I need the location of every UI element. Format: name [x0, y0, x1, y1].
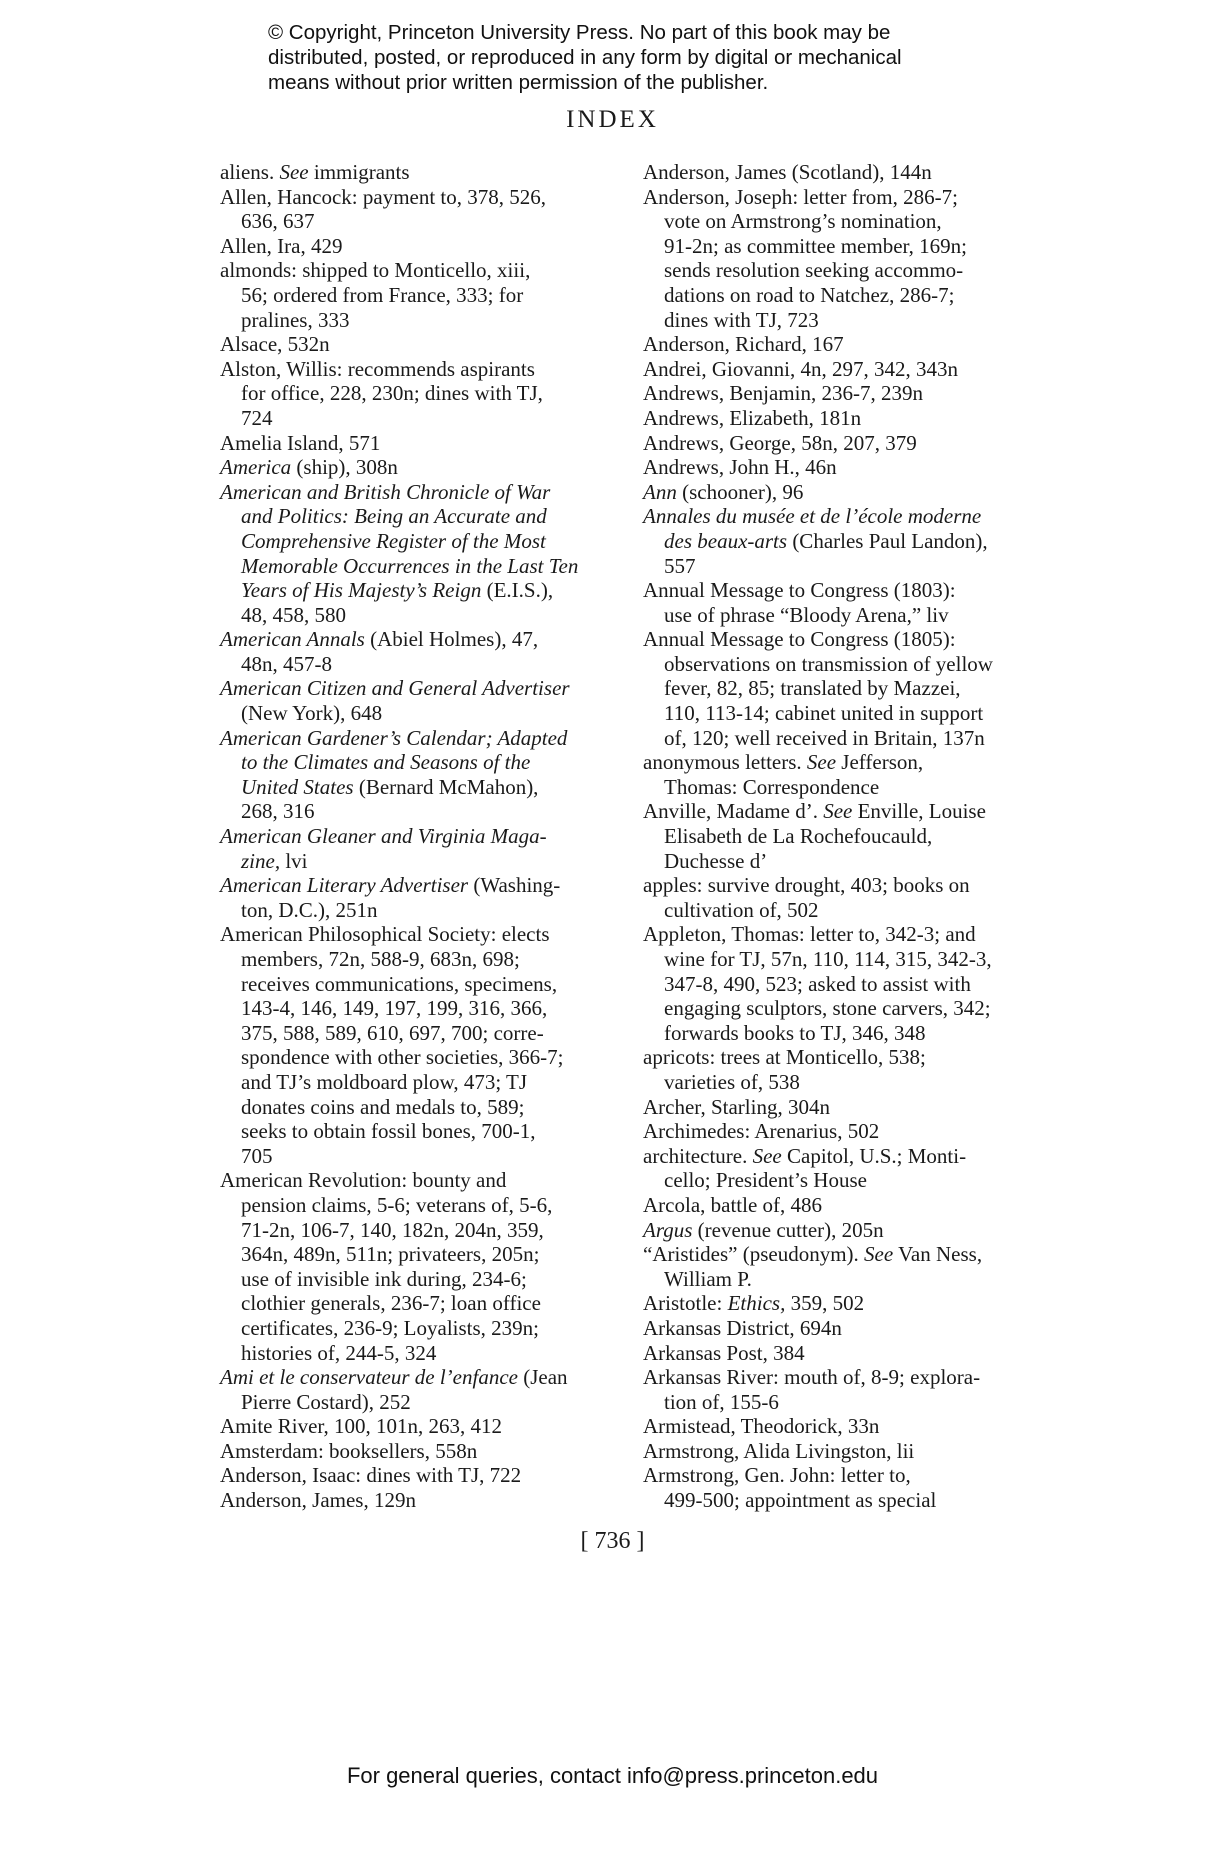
index-entry-line: Andrews, Elizabeth, 181n: [643, 405, 862, 430]
index-entry: [220, 455, 630, 480]
index-entry-line: American Annals (Abiel Holmes), 47,: [220, 627, 539, 652]
index-entry-line: clothier generals, 236-7; loan office: [241, 1291, 541, 1316]
index-entry-line: wine for TJ, 57n, 110, 114, 315, 342-3,: [664, 947, 992, 971]
index-entry: [643, 1095, 1053, 1120]
index-entry: [220, 922, 630, 1168]
index-entry-line: Ann (schooner), 96: [643, 479, 804, 504]
index-entry-line: to the Climates and Seasons of the: [241, 750, 531, 775]
index-entry-line: Anderson, Richard, 167: [643, 332, 844, 357]
index-entry-line: Duchesse d’: [664, 848, 768, 873]
index-entry-line: Armstrong, Gen. John: letter to,: [643, 1463, 911, 1488]
index-entry: [220, 234, 630, 259]
index-entry-line: 557: [664, 553, 696, 578]
index-entry-line: Andrews, Benjamin, 236-7, 239n: [643, 381, 923, 406]
index-entry-line: Annual Message to Congress (1803):: [643, 578, 956, 603]
index-entry-line: Comprehensive Register of the Most: [241, 528, 546, 553]
index-entry-line: Years of His Majesty’s Reign (E.I.S.),: [241, 578, 554, 603]
index-entry: [220, 676, 630, 725]
index-entry-line: donates coins and medals to, 589;: [241, 1094, 525, 1119]
index-entry-line: Amsterdam: booksellers, 558n: [220, 1438, 478, 1463]
index-entry-line: Annual Message to Congress (1805):: [643, 627, 956, 652]
index-entry: [643, 1144, 1053, 1193]
index-entry-line: Annales du musée et de l’école moderne: [643, 504, 982, 529]
index-entry-line: 636, 637: [241, 209, 315, 234]
index-entry-line: 143-4, 146, 149, 197, 199, 316, 366,: [241, 996, 548, 1021]
index-entry-line: Anderson, Isaac: dines with TJ, 722: [220, 1463, 522, 1488]
index-entry-line: of, 120; well received in Britain, 137n: [664, 725, 985, 750]
index-entry-line: 48, 458, 580: [241, 602, 346, 627]
index-entry-line: Andrei, Giovanni, 4n, 297, 342, 343n: [643, 356, 958, 381]
index-entry-line: Pierre Costard), 252: [241, 1389, 411, 1414]
index-entry-line: 375, 588, 589, 610, 697, 700; corre-: [241, 1020, 544, 1045]
index-entry-line: certificates, 236-9; Loyalists, 239n;: [241, 1315, 540, 1340]
index-entry-line: use of invisible ink during, 234-6;: [241, 1266, 527, 1291]
index-entry-line: 499-500; appointment as special: [664, 1488, 937, 1513]
index-entry-line: 724: [241, 405, 273, 430]
index-entry: [220, 160, 630, 185]
index-entry-line: 705: [241, 1143, 273, 1168]
index-entry-line: Arcola, battle of, 486: [643, 1192, 823, 1217]
index-entry-line: 56; ordered from France, 333; for: [241, 282, 524, 307]
index-entry-line: dines with TJ, 723: [664, 307, 819, 332]
index-entry-line: Andrews, John H., 46n: [643, 455, 837, 480]
copyright-notice: [268, 20, 1028, 95]
index-entry-line: American Revolution: bounty and: [220, 1168, 507, 1193]
index-entry-line: America (ship), 308n: [220, 455, 398, 480]
index-entry-line: ton, D.C.), 251n: [241, 897, 378, 922]
index-entry-line: Elisabeth de La Rochefoucauld,: [664, 824, 933, 849]
index-entry-line: for office, 228, 230n; dines with TJ,: [241, 381, 543, 406]
index-entry-line: and TJ’s moldboard plow, 473; TJ: [241, 1069, 528, 1094]
index-entry-line: Aristotle: Ethics, 359, 502: [643, 1291, 865, 1316]
index-entry: [643, 1414, 1053, 1439]
index-entry: [220, 185, 630, 234]
index-entry-line: Anderson, James, 129n: [220, 1488, 416, 1513]
index-entry-line: histories of, 244-5, 324: [241, 1340, 437, 1365]
index-entry-line: Anderson, Joseph: letter from, 286-7;: [643, 184, 958, 209]
index-entry-line: American Philosophical Society: elects: [220, 922, 550, 947]
index-entry-line: architecture. See Capitol, U.S.; Monti-: [643, 1143, 967, 1168]
index-entry-line: Andrews, George, 58n, 207, 379: [643, 430, 917, 455]
index-entry: [220, 1488, 630, 1513]
index-entry: [220, 824, 630, 873]
index-entry: [643, 873, 1053, 922]
index-entry-line: cultivation of, 502: [664, 897, 819, 922]
index-entry-line: observations on transmission of yellow: [664, 651, 993, 676]
index-entry-line: aliens. See immigrants: [220, 160, 410, 184]
index-entry-line: Allen, Hancock: payment to, 378, 526,: [220, 184, 547, 209]
index-entry-line: “Aristides” (pseudonym). See Van Ness,: [643, 1242, 983, 1267]
index-entry-line: Argus (revenue cutter), 205n: [643, 1217, 884, 1242]
index-entry-line: vote on Armstrong’s nomination,: [664, 209, 942, 234]
index-entry-line: Arkansas Post, 384: [643, 1340, 805, 1365]
index-entry-line: 91-2n; as committee member, 169n;: [664, 233, 968, 258]
index-entry: [220, 627, 630, 676]
index-entry: [220, 332, 630, 357]
index-entry-line: American and British Chronicle of War: [220, 479, 551, 504]
index-entry: [220, 1168, 630, 1365]
index-entry-line: 48n, 457-8: [241, 651, 332, 676]
index-entry-line: des beaux-arts (Charles Paul Landon),: [664, 528, 988, 553]
index-column-right: [643, 160, 1053, 1513]
index-entry-line: pension claims, 5-6; veterans of, 5-6,: [241, 1192, 553, 1217]
index-entry: [643, 1242, 1053, 1291]
index-entry: [220, 431, 630, 456]
index-entry: [643, 922, 1053, 1045]
index-entry: [643, 1193, 1053, 1218]
index-entry-line: apples: survive drought, 403; books on: [643, 873, 970, 898]
page-title: INDEX: [566, 106, 659, 133]
index-entry-line: Amite River, 100, 101n, 263, 412: [220, 1414, 503, 1439]
index-entry: [643, 332, 1053, 357]
index-entry-line: American Literary Advertiser (Washing-: [220, 873, 561, 898]
index-entry: [220, 873, 630, 922]
index-entry-line: spondence with other societies, 366-7;: [241, 1045, 564, 1070]
index-entry-line: pralines, 333: [241, 307, 350, 332]
index-entry: [643, 1439, 1053, 1464]
index-entry: [643, 185, 1053, 333]
copyright-line: © Copyright, Princeton University Press. No part of this book may be: [268, 21, 891, 44]
index-entry: [643, 357, 1053, 382]
index-entry: [643, 1341, 1053, 1366]
index-entry: [643, 504, 1053, 578]
page-number: [ 736 ]: [580, 1528, 645, 1554]
index-entry: [220, 357, 630, 431]
index-entry: [643, 1463, 1053, 1512]
index-entry-line: Archer, Starling, 304n: [643, 1094, 830, 1119]
index-entry-line: American Citizen and General Advertiser: [220, 676, 570, 701]
index-entry-line: Ami et le conservateur de l’enfance (Jean: [220, 1365, 568, 1390]
index-entry: [220, 726, 630, 824]
index-entry: [643, 480, 1053, 505]
index-entry: [643, 627, 1053, 750]
index-entry-line: Archimedes: Arenarius, 502: [643, 1119, 880, 1144]
index-entry-line: Anville, Madame d’. See Enville, Louise: [643, 799, 986, 824]
index-entry-line: American Gardener’s Calendar; Adapted: [220, 725, 568, 750]
index-entry: [643, 1291, 1053, 1316]
index-entry: [643, 455, 1053, 480]
index-entry-line: 347-8, 490, 523; asked to assist with: [664, 971, 971, 996]
index-entry: [220, 1414, 630, 1439]
index-entry: [643, 1365, 1053, 1414]
index-entry: [220, 480, 630, 628]
index-entry: [643, 799, 1053, 873]
index-entry: [643, 406, 1053, 431]
index-entry-line: fever, 82, 85; translated by Mazzei,: [664, 676, 961, 701]
index-entry-line: engaging sculptors, stone carvers, 342;: [664, 996, 991, 1021]
index-column-left: [220, 160, 630, 1513]
index-entry: [220, 258, 630, 332]
index-entry-line: members, 72n, 588-9, 683n, 698;: [241, 947, 520, 971]
index-entry-line: Armstrong, Alida Livingston, lii: [643, 1438, 915, 1463]
index-entry: [643, 1218, 1053, 1243]
index-entry-line: (New York), 648: [241, 701, 383, 726]
index-entry-line: varieties of, 538: [664, 1069, 800, 1094]
index-entry-line: Arkansas District, 694n: [643, 1315, 842, 1340]
index-entry-line: apricots: trees at Monticello, 538;: [643, 1045, 926, 1070]
index-entry-line: almonds: shipped to Monticello, xiii,: [220, 258, 531, 283]
index-entry-line: dations on road to Natchez, 286-7;: [664, 282, 955, 307]
index-entry-line: United States (Bernard McMahon),: [241, 774, 539, 799]
index-entry-line: 110, 113-14; cabinet united in support: [664, 701, 984, 726]
index-entry-line: Alsace, 532n: [220, 332, 330, 357]
index-entry-line: receives communications, specimens,: [241, 971, 558, 996]
index-entry-line: 71-2n, 106-7, 140, 182n, 204n, 359,: [241, 1217, 544, 1242]
index-entry-line: Arkansas River: mouth of, 8-9; explora-: [643, 1365, 981, 1390]
index-entry: [643, 750, 1053, 799]
index-entry-line: sends resolution seeking accommo-: [664, 258, 964, 283]
index-entry: [643, 1316, 1053, 1341]
index-entry-line: 268, 316: [241, 799, 315, 824]
index-entry-line: seeks to obtain fossil bones, 700-1,: [241, 1119, 536, 1144]
index-entry-line: Memorable Occurrences in the Last Ten: [241, 553, 579, 578]
index-entry: [643, 1045, 1053, 1094]
index-entry-line: American Gleaner and Virginia Maga-: [220, 824, 547, 849]
index-entry-line: 364n, 489n, 511n; privateers, 205n;: [241, 1242, 540, 1267]
index-entry-line: Allen, Ira, 429: [220, 233, 343, 258]
index-entry-line: cello; President’s House: [664, 1168, 867, 1193]
index-entry: [643, 578, 1053, 627]
index-entry-line: anonymous letters. See Jefferson,: [643, 750, 924, 775]
contact-footer: For general queries, contact info@press.princeton.edu: [346, 1763, 879, 1788]
index-entry-line: Alston, Willis: recommends aspirants: [220, 356, 535, 381]
index-entry-line: tion of, 155-6: [664, 1389, 779, 1414]
index-entry-line: use of phrase “Bloody Arena,” liv: [664, 602, 949, 627]
index-entry: [643, 160, 1053, 185]
index-entry-line: William P.: [664, 1266, 752, 1291]
index-entry: [643, 431, 1053, 456]
index-entry: [220, 1439, 630, 1464]
index-entry: [220, 1463, 630, 1488]
index-entry-line: Armistead, Theodorick, 33n: [643, 1414, 880, 1439]
index-entry-line: Thomas: Correspondence: [664, 774, 880, 799]
index-entry-line: Anderson, James (Scotland), 144n: [643, 160, 932, 184]
copyright-line: distributed, posted, or reproduced in any form by digital or mechanical: [268, 46, 902, 69]
index-entry: [643, 381, 1053, 406]
index-entry: [220, 1365, 630, 1414]
index-entry: [643, 1119, 1053, 1144]
index-entry-line: Appleton, Thomas: letter to, 342-3; and: [643, 922, 976, 947]
index-entry-line: zine, lvi: [241, 848, 308, 873]
index-entry-line: forwards books to TJ, 346, 348: [664, 1020, 926, 1045]
copyright-line: means without prior written permission of the publisher.: [268, 71, 769, 94]
index-entry-line: and Politics: Being an Accurate and: [241, 504, 547, 529]
index-entry-line: Amelia Island, 571: [220, 430, 381, 455]
